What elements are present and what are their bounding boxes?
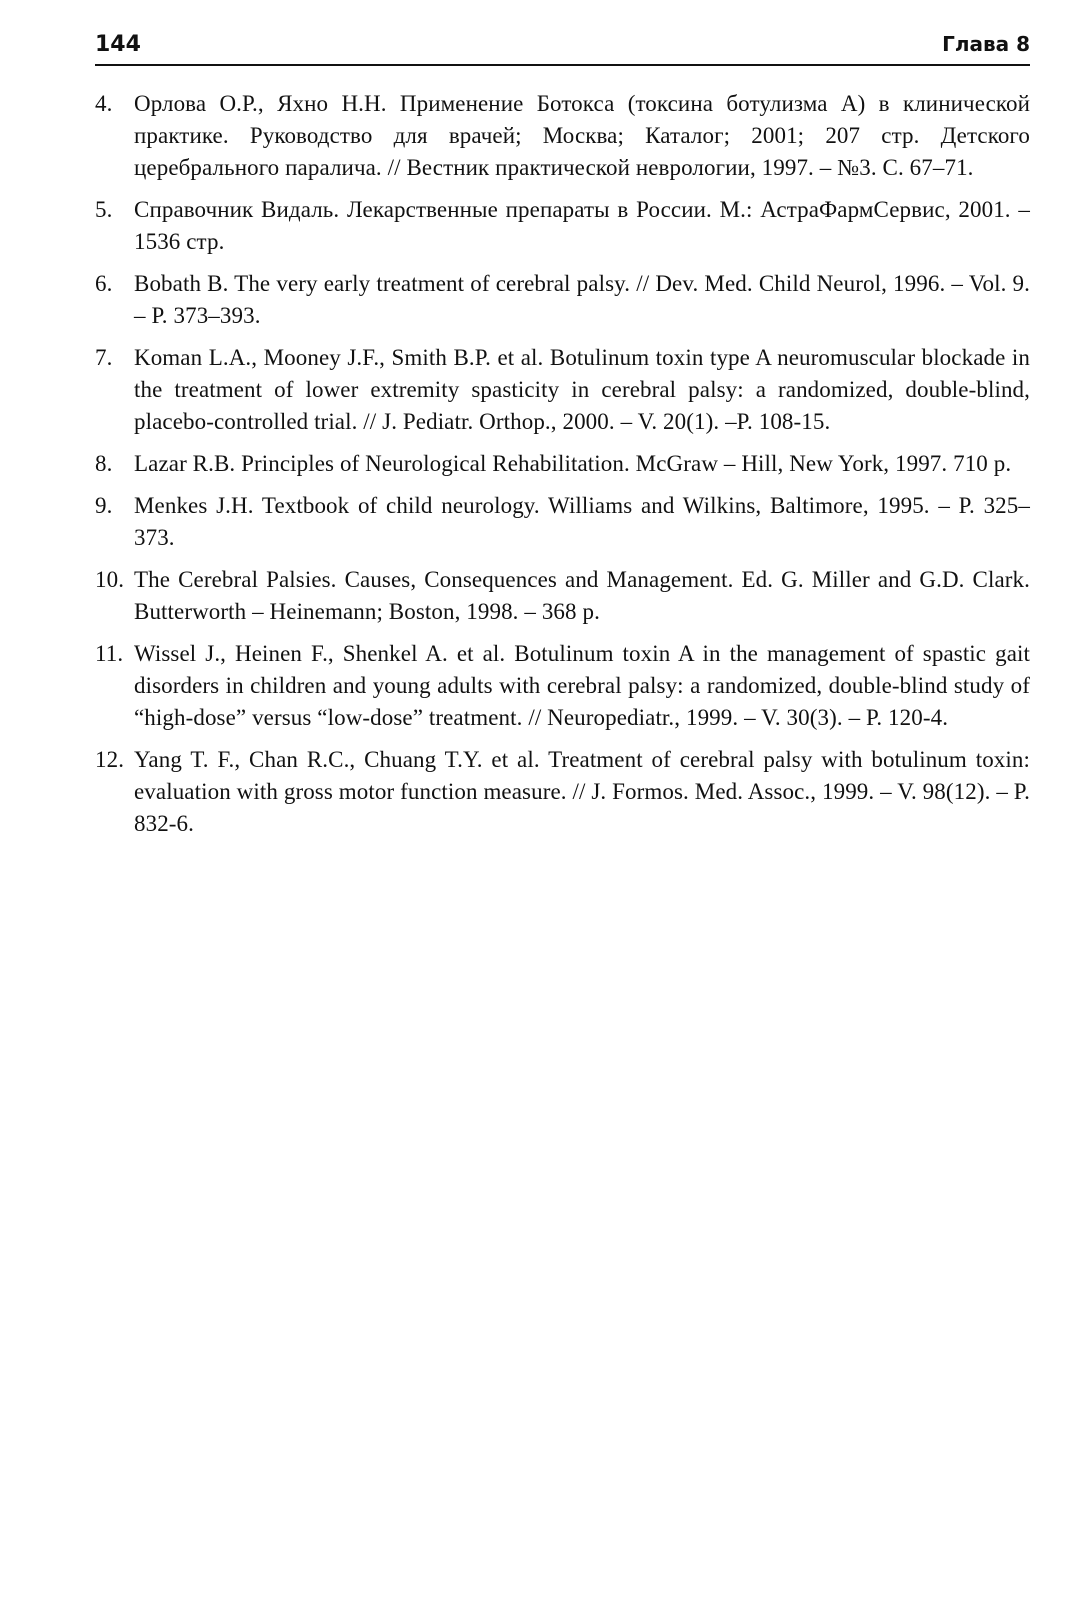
reference-number: 8. [95,451,113,476]
reference-item [95,194,1030,258]
reference-text: The Cerebral Palsies. Causes, Consequences and Management. Ed. G. Miller and G.D. Clark. Butterworth – Heinemann; Boston, 1998. – 368 p. [134,567,1030,624]
reference-number: 5. [95,197,113,222]
reference-number: 4. [95,91,113,116]
reference-number: 7. [95,345,113,370]
reference-item [95,564,1030,628]
reference-item [95,268,1030,332]
reference-item [95,744,1030,840]
reference-list [95,88,1030,840]
reference-number: 10. [95,567,125,592]
reference-text: Wissel J., Heinen F., Shenkel A. et al. Botulinum toxin A in the management of spastic gait disorders in children and young adults with cerebral palsy: a randomized, double-blind study of “high-dose” versus “low-dose” treatment. // Neuropediatr., 1999. – V. 30(3). – P. 120-4. [134,641,1030,730]
reference-item [95,88,1030,184]
reference-text: Yang T. F., Chan R.C., Chuang T.Y. et al. Treatment of cerebral palsy with botulinum toxin: evaluation with gross motor function measure. // J. Formos. Med. Assoc., 1999. – V. 98(12). – P. 832-6. [134,747,1030,836]
reference-text: Lazar R.B. Principles of Neurological Rehabilitation. McGraw – Hill, New York, 1997. 710 p. [134,451,1012,476]
reference-item [95,342,1030,438]
book-page [95,28,1030,850]
reference-item [95,490,1030,554]
chapter-title: Глава 8 [942,32,1030,56]
reference-number: 9. [95,493,113,518]
reference-number: 6. [95,271,113,296]
reference-number: 11. [95,641,124,666]
reference-item [95,448,1030,480]
reference-text: Справочник Видаль. Лекарственные препараты в России. М.: АстраФармСервис, 2001. – 1536 стр. [134,197,1030,254]
reference-number: 12. [95,747,125,772]
reference-text: Menkes J.H. Textbook of child neurology. Williams and Wilkins, Baltimore, 1995. – P. 325–373. [134,493,1030,550]
page-number: 144 [95,32,141,57]
reference-text: Bobath B. The very early treatment of cerebral palsy. // Dev. Med. Child Neurol, 1996. – Vol. 9. – P. 373–393. [134,271,1030,328]
reference-text: Koman L.A., Mooney J.F., Smith B.P. et al. Botulinum toxin type A neuromuscular blockade in the treatment of lower extremity spasticity in cerebral palsy: a randomized, double-blind, placebo-controlled trial. // J. Pediatr. Orthop., 2000. – V. 20(1). –P. 108-15. [134,345,1030,434]
reference-item [95,638,1030,734]
page-header [95,28,1030,66]
reference-text: Орлова О.Р., Яхно Н.Н. Применение Ботокса (токсина ботулизма А) в клинической практике. Руководство для врачей; Москва; Каталог; 2001; 207 стр. Детского церебрального паралича. // Вестник практической неврологии, 1997. – №3. С. 67–71. [134,91,1030,180]
